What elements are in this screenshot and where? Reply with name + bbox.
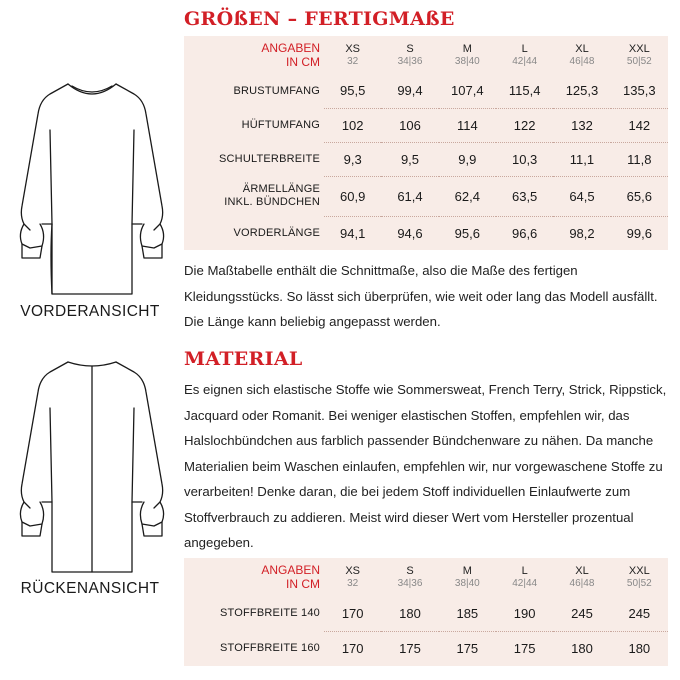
size-column-header: XS 32	[345, 42, 360, 67]
size-column-header: XS 32	[345, 564, 360, 589]
table-cell: 107,4	[451, 83, 484, 99]
table-cell: 114	[439, 108, 496, 142]
back-view-label: RÜCKENANSICHT	[20, 580, 160, 597]
table-cell: 245	[628, 605, 651, 621]
material-title: MATERIAL	[184, 348, 303, 370]
size-column-header: XXL 50|52	[626, 564, 652, 589]
table-cell: 122	[496, 108, 553, 142]
table-row	[184, 74, 668, 108]
row-label: VORDERLÄNGE	[233, 226, 320, 239]
table-cell: 99,6	[611, 216, 668, 250]
table-row	[184, 108, 668, 142]
size-chart-table	[184, 36, 668, 250]
table-cell: 94,6	[381, 216, 438, 250]
table-cell: 98,2	[553, 216, 610, 250]
table-cell: 115,4	[508, 83, 541, 99]
front-view-dress-illustration	[12, 74, 172, 302]
table-cell: 245	[571, 605, 593, 621]
table-cell: 170	[324, 631, 381, 666]
table-cell: 11,8	[611, 142, 668, 176]
table-cell: 99,4	[397, 83, 423, 99]
table-cell: 125,3	[565, 83, 599, 99]
table-header-label: ANGABEN IN CM	[261, 41, 320, 69]
table-cell: 170	[341, 605, 364, 621]
fabric-consumption-table	[184, 558, 668, 666]
size-column-header: S 34|36	[397, 564, 423, 589]
table-cell: 10,3	[496, 142, 553, 176]
row-label: HÜFTUMFANG	[241, 118, 320, 131]
table-cell: 60,9	[324, 176, 381, 216]
size-column-header: XL 46|48	[569, 42, 595, 67]
row-label: SCHULTERBREITE	[219, 152, 320, 165]
size-chart-title: GRÖßEN – FERTIGMAßE	[184, 8, 455, 30]
table-cell: 96,6	[496, 216, 553, 250]
front-view-label: VORDERANSICHT	[20, 303, 160, 320]
table-cell: 62,4	[439, 176, 496, 216]
size-column-header: XL 46|48	[569, 564, 595, 589]
table-row	[184, 216, 668, 250]
table-cell: 175	[439, 631, 496, 666]
table-cell: 180	[611, 631, 668, 666]
table-cell: 135,3	[623, 83, 656, 99]
size-column-header: M 38|40	[454, 564, 480, 589]
table-cell: 142	[611, 108, 668, 142]
table-cell: 95,5	[340, 83, 366, 99]
table-cell: 132	[553, 108, 610, 142]
table-cell: 11,1	[553, 142, 610, 176]
table-cell: 180	[553, 631, 610, 666]
table-cell: 106	[381, 108, 438, 142]
table-row	[184, 596, 668, 631]
table-cell: 9,9	[439, 142, 496, 176]
back-view-dress-illustration	[12, 352, 172, 580]
table-cell: 9,5	[381, 142, 438, 176]
table-cell: 175	[496, 631, 553, 666]
size-column-header: M 38|40	[454, 42, 480, 67]
table-cell: 102	[324, 108, 381, 142]
table-cell: 9,3	[324, 142, 381, 176]
table-row	[184, 631, 668, 666]
table-cell: 175	[381, 631, 438, 666]
size-column-header: XXL 50|52	[626, 42, 652, 67]
size-chart-description: Die Maßtabelle enthält die Schnittmaße, also die Maße des fertigen Kleidungsstücks. So lässt sich überprüfen, wie weit oder lang das Modell ausfällt. Die Länge kann beliebig angepasst werden.	[184, 263, 658, 329]
table-cell: 63,5	[496, 176, 553, 216]
size-column-header: L 42|44	[512, 42, 538, 67]
row-label: ÄRMELLÄNGE INKL. BÜNDCHEN	[224, 183, 320, 208]
table-cell: 190	[513, 605, 536, 621]
row-label: STOFFBREITE 160	[220, 642, 320, 654]
row-label: STOFFBREITE 140	[220, 607, 320, 619]
table-header-label: ANGABEN IN CM	[261, 563, 320, 591]
size-column-header: L 42|44	[512, 564, 538, 589]
table-cell: 94,1	[324, 216, 381, 250]
table-cell: 180	[399, 605, 421, 621]
table-cell: 65,6	[611, 176, 668, 216]
table-cell: 64,5	[553, 176, 610, 216]
size-column-header: S 34|36	[397, 42, 423, 67]
table-cell: 61,4	[381, 176, 438, 216]
table-cell: 95,6	[439, 216, 496, 250]
table-cell: 185	[456, 605, 479, 621]
table-row	[184, 176, 668, 216]
row-label: BRUSTUMFANG	[233, 84, 320, 97]
table-row	[184, 142, 668, 176]
material-description: Es eignen sich elastische Stoffe wie Sommersweat, French Terry, Strick, Rippstick, Jacquard oder Romanit. Bei weniger elastischen Stoffen, empfehlen wir, das Halslochbündchen aus farblich passender Bündchenware zu nähen. Da manche Materialien beim Waschen einlaufen, empfehlen wir, nur vorgewaschene Stoffe zu verarbeiten! Denke daran, die bei jedem Stoff individuellen Einlaufwerte zum Stoffverbrauch zu addieren. Meist wird dieser Wert vom Hersteller prozentual angegeben.	[184, 382, 667, 550]
